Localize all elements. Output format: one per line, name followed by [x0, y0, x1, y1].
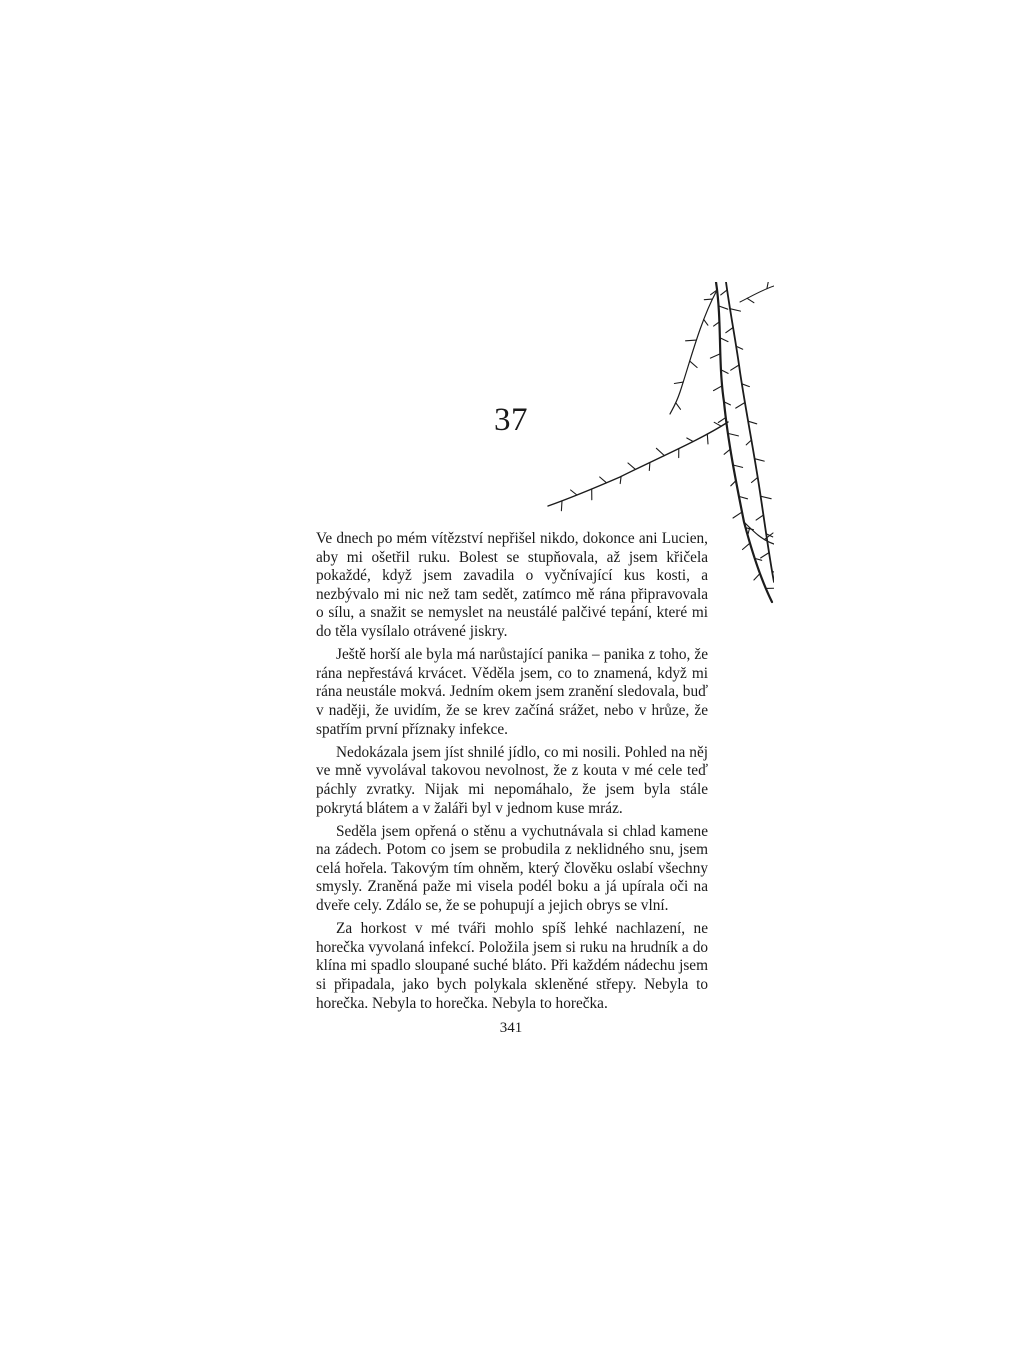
- thorn-spike: [707, 434, 708, 444]
- thorn-spike: [719, 306, 728, 309]
- thorn-spike: [718, 418, 725, 423]
- thorn-spike: [747, 298, 754, 302]
- thorn-spike: [724, 449, 730, 454]
- thorn-spike: [710, 354, 720, 358]
- thorn-spike: [628, 463, 636, 469]
- chapter-body: [316, 530, 708, 1018]
- thorn-spike: [690, 361, 697, 367]
- thorn-spike: [761, 496, 772, 499]
- thorn-spike: [687, 438, 693, 442]
- paragraph: Ještě horší ale byla má narůstající panika – panika z toho, že rána nepřestává krvácet. Věděla jsem, co to znamená, když mi rána neustále mokvá. Jedním okem jsem zranění sledovala, buď v naději, že uvidím, že se krev začíná srážet, nebo v hrůze, že spatřím první příznaky infekce.: [316, 646, 708, 738]
- thorn-spike: [721, 290, 727, 295]
- thorn-spike: [756, 515, 763, 520]
- thorn-spike: [649, 463, 650, 471]
- thorn-spike: [571, 490, 577, 495]
- thorn-spike: [704, 319, 708, 325]
- thorn-spike: [676, 403, 681, 410]
- thorn-spike: [730, 309, 741, 311]
- paragraph: Seděla jsem opřená o stěnu a vychutnávala si chlad kamene na zádech. Potom co jsem se probudila z neklidného snu, jsem celá hořela. Takovým tím ohněm, který člověku oslabí všechny smysly. Zraněná paže mi visela podél boku a já upírala oči na dveře cely. Zdálo se, že se pohupují a jejich obrys se vlní.: [316, 822, 708, 915]
- thorn-spike: [731, 365, 739, 370]
- thorn-spike: [731, 481, 736, 486]
- thorn-spike: [752, 477, 758, 482]
- thorn-spike: [743, 543, 751, 549]
- thorn-spike: [600, 477, 607, 483]
- thorn-spike: [674, 382, 683, 383]
- thorn-spike: [736, 403, 745, 409]
- thorn-spike: [656, 448, 664, 455]
- thorn-spike: [714, 386, 723, 391]
- thorn-spike: [561, 501, 562, 511]
- paragraph: Nedokázala jsem jíst shnilé jídlo, co mi nosili. Pohled na něj ve mně vyvolával takovou nevolnost, že z kouta v mé cele teď páchly zvratky. Nijak mi nepomáhalo, že jsem byla stále pokrytá blátem a v žaláři byl v jednom kuse mráz.: [316, 743, 708, 817]
- thorn-spike: [686, 340, 697, 341]
- thorn-spike: [720, 338, 728, 342]
- thorn-spike: [754, 574, 760, 581]
- thorn-spike: [767, 282, 768, 289]
- thorn-spike: [755, 459, 765, 461]
- chapter-number: 37: [494, 402, 528, 438]
- thorn-spike: [733, 512, 742, 518]
- thorn-spike: [726, 328, 733, 333]
- thorn-spike: [761, 553, 769, 558]
- thorn-spike: [746, 440, 751, 445]
- thorn-spike: [704, 299, 712, 300]
- thorn-spike: [714, 422, 721, 426]
- paragraph: Ve dnech po mém vítězství nepřišel nikdo, dokonce ani Lucien, aby mi ošetřil ruku. Bolest se stupňovala, až jsem křičela pokaždé, když jsem zavadila o vyčnívající kus kosti, a nezbývalo mi nic než tam sedět, zatímco mě rána připravovala o sílu, a snažit se nemyslet na neustálé palčivé tepání, které mi do těla vysílalo otrávené jiskry.: [316, 530, 708, 640]
- page-number: 341: [499, 1020, 523, 1036]
- paragraph: Za horkost v mé tváři mohlo spíš lehké nachlazení, ne horečka vyvolaná infekcí. Položila jsem si ruku na hrudník a do klína mi spadlo sloupané suché bláto. Při každém nádechu jsem si připadala, jako bych polykala skleněné střepy. Nebyla to horečka. Nebyla to horečka. Nebyla to horečka.: [316, 920, 708, 1012]
